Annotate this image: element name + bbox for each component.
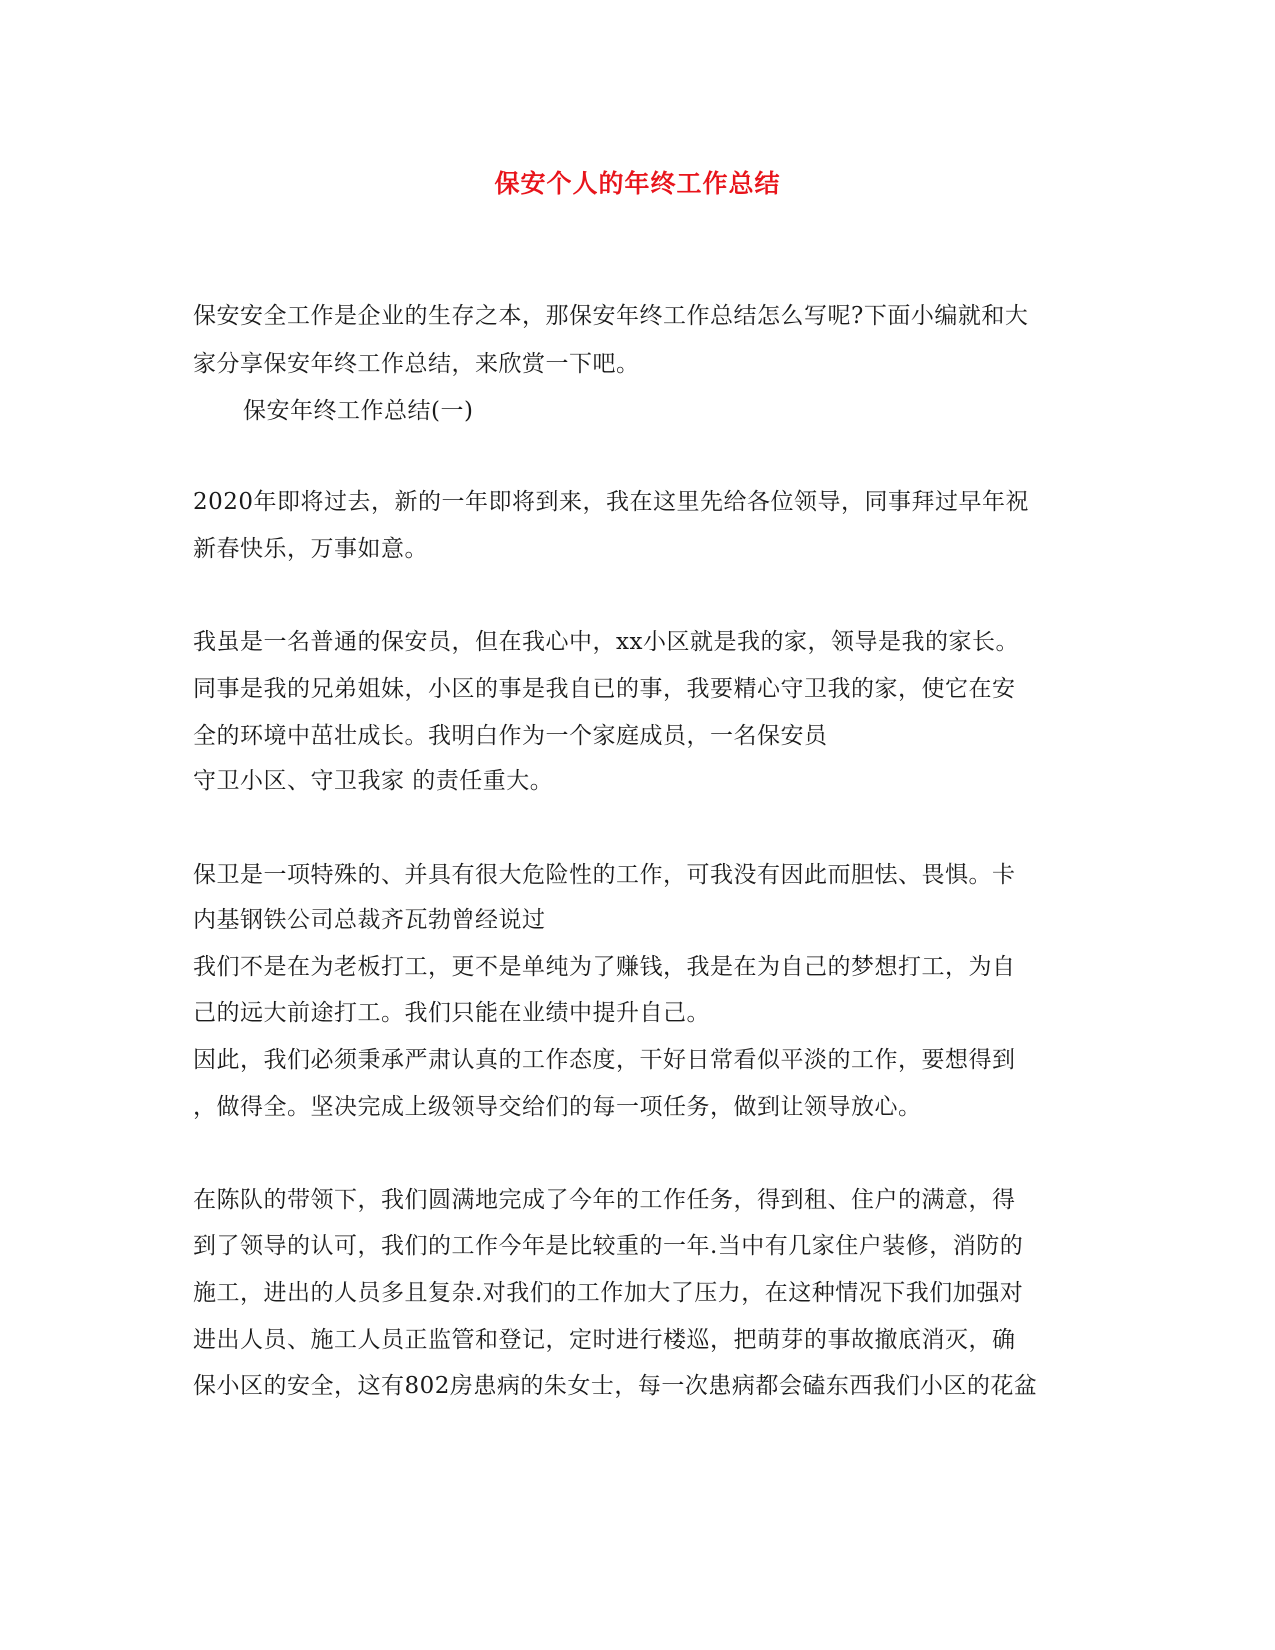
paragraph-line: 保卫是一项特殊的、并具有很大危险性的工作，可我没有因此而胆怯、畏惧。卡 [193,862,1016,888]
paragraph-line: 因此，我们必须秉承严肃认真的工作态度，干好日常看似平淡的工作，要想得到 [193,1047,1016,1073]
paragraph-line: 到了领导的认可，我们的工作今年是比较重的一年.当中有几家住户装修，消防的 [193,1233,1024,1259]
paragraph-line: 2020年即将过去，新的一年即将到来，我在这里先给各位领导，同事拜过早年祝 [193,489,1030,515]
paragraph-line: ，做得全。坚决完成上级领导交给们的每一项任务，做到让领导放心。 [193,1094,922,1120]
paragraph-line: 我虽是一名普通的保安员，但在我心中，xx小区就是我的家，领导是我的家长。 [193,629,1019,655]
paragraph-line: 守卫小区、守卫我家 的责任重大。 [193,768,554,794]
paragraph-line: 己的远大前途打工。我们只能在业绩中提升自己。 [193,1000,710,1026]
document-title: 保安个人的年终工作总结 [494,169,781,198]
paragraph-line: 家分享保安年终工作总结，来欣赏一下吧。 [193,351,640,377]
paragraph-line: 进出人员、施工人员正监管和登记，定时进行楼巡，把萌芽的事故撤底消灭，确 [193,1327,1016,1353]
paragraph-line: 在陈队的带领下，我们圆满地完成了今年的工作任务，得到租、住户的满意，得 [193,1187,1016,1213]
section-heading: 保安年终工作总结(一) [243,398,474,424]
paragraph-line: 全的环境中茁壮成长。我明白作为一个家庭成员，一名保安员 [193,723,828,749]
paragraph-line: 我们不是在为老板打工，更不是单纯为了赚钱，我是在为自己的梦想打工，为自 [193,954,1016,980]
paragraph-line: 保小区的安全，这有802房患病的朱女士，每一次患病都会磕东西我们小区的花盆 [193,1373,1038,1399]
paragraph-line: 内基钢铁公司总裁齐瓦勃曾经说过 [193,907,546,933]
paragraph-line: 同事是我的兄弟姐妹，小区的事是我自已的事，我要精心守卫我的家，使它在安 [193,676,1016,702]
paragraph-line: 新春快乐，万事如意。 [193,536,428,562]
paragraph-line: 保安安全工作是企业的生存之本，那保安年终工作总结怎么写呢?下面小编就和大 [193,303,1029,329]
paragraph-line: 施工，进出的人员多且复杂.对我们的工作加大了压力，在这种情况下我们加强对 [193,1280,1024,1306]
